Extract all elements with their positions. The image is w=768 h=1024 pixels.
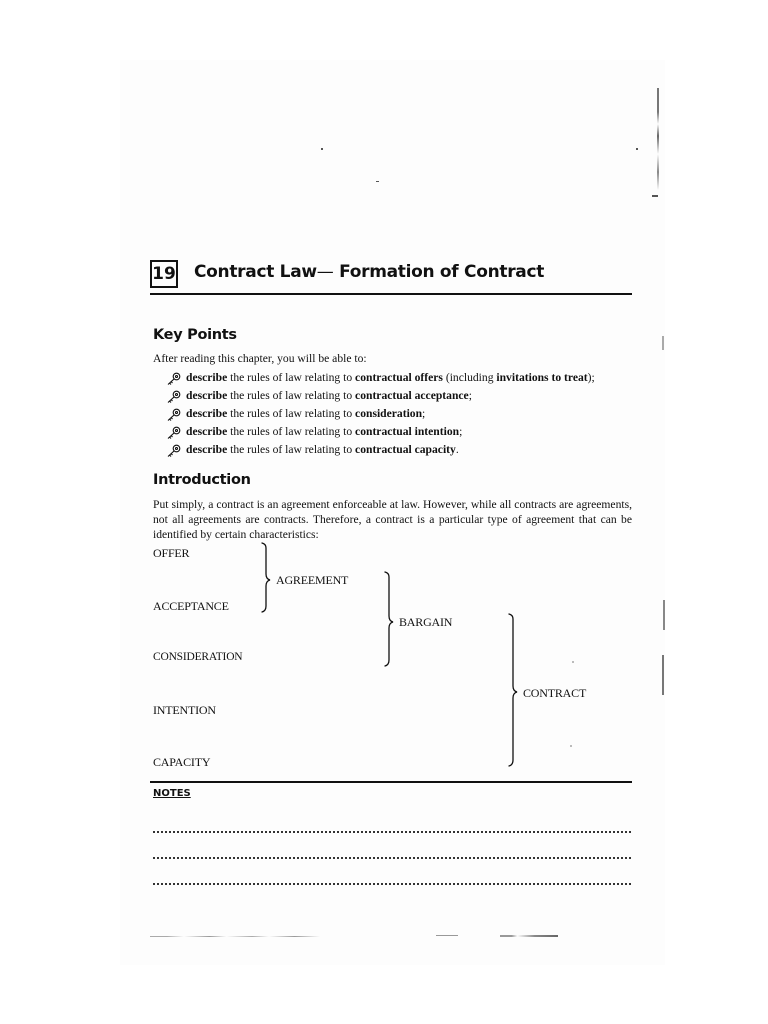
chapter-number: 19: [150, 260, 178, 288]
group-agreement: AGREEMENT: [276, 573, 349, 587]
key-point-text: describe the rules of law relating to contractual offers (including invitations to treat);: [186, 371, 595, 384]
element-consideration: CONSIDERATION: [153, 651, 243, 663]
element-offer: OFFER: [153, 546, 190, 560]
key-point-text: describe the rules of law relating to contractual intention;: [186, 425, 463, 438]
introduction-heading: Introduction: [153, 472, 251, 488]
key-point-text: describe the rules of law relating to contractual acceptance;: [186, 389, 472, 402]
group-contract: CONTRACT: [523, 686, 587, 700]
element-intention: INTENTION: [153, 703, 216, 717]
brace-bargain: [385, 572, 393, 666]
group-bargain: BARGAIN: [399, 615, 453, 629]
chapter-title-part1: Contract Law: [194, 262, 317, 282]
key-point-text: describe the rules of law relating to consideration;: [186, 407, 426, 420]
key-point-text: describe the rules of law relating to contractual capacity.: [186, 443, 459, 456]
notes-rule: [150, 781, 632, 783]
element-capacity: CAPACITY: [153, 755, 211, 769]
chapter-title-part2: Formation of Contract: [333, 262, 545, 282]
introduction-paragraph: Put simply, a contract is an agreement enforceable at law. However, while all contracts are agreements, not all agreements are contracts. Therefore, a contract is a particular type of agreement that can be identified by certain characteristics:: [153, 498, 632, 541]
notes-line[interactable]: [153, 831, 631, 833]
notes-label: NOTES: [153, 788, 191, 799]
notes-line[interactable]: [153, 883, 631, 885]
chapter-title-dash: —: [316, 262, 334, 282]
key-points-heading: Key Points: [153, 327, 237, 343]
brace-agreement: [262, 543, 270, 612]
element-acceptance: ACCEPTANCE: [153, 599, 229, 613]
key-points-intro: After reading this chapter, you will be able to:: [153, 352, 367, 365]
brace-contract: [509, 614, 517, 766]
notes-line[interactable]: [153, 857, 631, 859]
